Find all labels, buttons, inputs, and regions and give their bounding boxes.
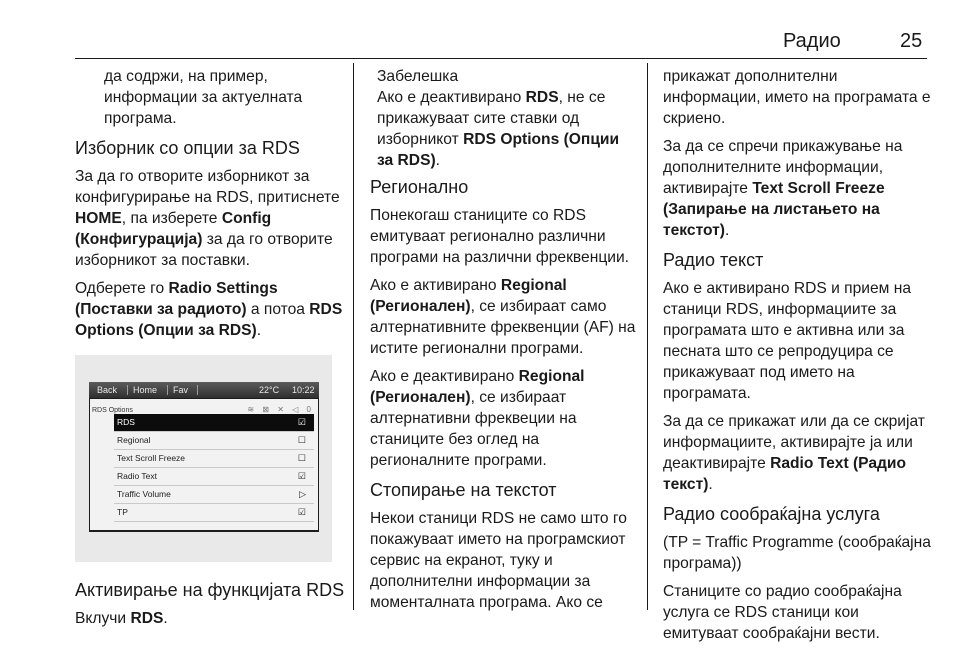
- section-heading-activate-rds: Активирање на функцијата RDS: [75, 580, 345, 600]
- text: Ако е деактивирано: [377, 89, 526, 106]
- option-indicator-icon: ☐: [297, 435, 306, 445]
- paragraph: Понекогаш станиците со RDS емитуваат регионално различни програми на различни фреквенции.: [370, 207, 630, 266]
- text: .: [256, 322, 262, 339]
- option-indicator-icon: ▷: [299, 489, 306, 499]
- option-label: TP: [117, 507, 128, 517]
- option-indicator-icon: ☑: [297, 417, 306, 427]
- text: За да се прикажат или да се скријат информациите, активирајте ја или деактивирајте: [663, 413, 925, 472]
- status-icons: ≋ ⊠ ✕ ◁ 0: [247, 405, 314, 414]
- paragraph: [663, 136, 931, 241]
- text: за да го отворите изборникот за поставки.: [75, 231, 333, 269]
- section-heading-text-freeze: Стопирање на текстот: [370, 480, 557, 500]
- text: За да го отворите изборникот за конфигурирање на RDS, притиснете: [75, 168, 340, 206]
- text: Вклучи: [75, 610, 131, 627]
- section-heading-regional: Регионално: [370, 177, 469, 197]
- infotainment-screen: [89, 382, 319, 532]
- option-row: [114, 414, 314, 432]
- section-heading-rds-options: Изборник со опции за RDS: [75, 138, 300, 158]
- note-box: [370, 66, 638, 171]
- temperature: 22°C: [259, 385, 280, 395]
- panel-title: RDS Options: [92, 407, 133, 414]
- option-indicator-icon: ☑: [297, 507, 306, 517]
- option-indicator-icon: ☐: [297, 453, 306, 463]
- keyword: RDS: [525, 89, 559, 106]
- keyword: Regional (Регионален): [370, 277, 567, 315]
- paragraph: [75, 608, 345, 629]
- paragraph: [75, 278, 345, 341]
- keyword: RDS: [130, 610, 164, 627]
- keyword: RDS Options (Опции за RDS): [75, 301, 343, 339]
- options-list: [114, 414, 314, 522]
- text: а потоа: [246, 301, 310, 318]
- paragraph: Ако е активирано RDS и прием на станици RDS, информациите за програмата што е активна или за песната што се репродуцира се прикажуваат под името на програмата.: [663, 280, 912, 402]
- clock: 10:22: [292, 385, 315, 395]
- option-label: Traffic Volume: [117, 489, 171, 499]
- paragraph: Станиците со радио сообраќајна услуга се RDS станици кои емитуваат сообраќајни вести.: [663, 583, 902, 642]
- home-button: Home: [133, 385, 158, 395]
- divider: [167, 385, 168, 395]
- divider: [127, 385, 128, 395]
- text: , се избираат алтернативни фреквеции на станиците без оглед на регионалните програми.: [370, 389, 577, 469]
- paragraph: (TP = Traffic Programme (сообраќајна програма)): [663, 534, 931, 572]
- keyword: Radio Text (Радио текст): [663, 455, 907, 493]
- paragraph: [370, 275, 638, 359]
- rds-options-screenshot: [75, 355, 332, 562]
- header-rule: [75, 58, 927, 59]
- header-title: Радио: [783, 30, 841, 52]
- text: , па изберете: [121, 210, 222, 227]
- option-label: RDS: [117, 417, 135, 427]
- keyword: RDS Options (Опции за RDS): [377, 131, 620, 169]
- paragraph: [75, 166, 345, 271]
- divider: [197, 385, 198, 395]
- option-row: [114, 504, 314, 522]
- note-title: Забелешка: [377, 68, 459, 85]
- text: .: [435, 152, 441, 169]
- keyword: Config (Конфигурација): [75, 210, 272, 248]
- back-button: Back: [97, 385, 118, 395]
- keyword: Radio Settings (Поставки за радиото): [75, 280, 278, 318]
- option-row: [114, 432, 314, 450]
- paragraph: да содржи, на пример, информации за актуелната програма.: [104, 68, 303, 127]
- paragraph: Некои станици RDS не само што го покажуваат името на програмскиот сервис на екранот, туку и дополнителни информации за моменталната програма. Ако се: [370, 510, 627, 611]
- paragraph: прикажат дополнителни информации, името на програмата е скриено.: [663, 68, 931, 127]
- text: .: [163, 610, 168, 627]
- text: Ако е деактивирано: [370, 368, 519, 385]
- fav-button: Fav: [173, 385, 189, 395]
- note: [377, 66, 638, 171]
- option-label: Radio Text: [117, 471, 158, 481]
- column-divider-2: [647, 63, 648, 610]
- option-label: Text Scroll Freeze: [117, 453, 186, 463]
- page-number: 25: [900, 30, 923, 52]
- keyword: Regional (Регионален): [370, 368, 585, 406]
- column-1: [75, 66, 345, 636]
- text: , не се прикажуваат сите ставки од изборникот: [377, 89, 606, 148]
- keyword: Text Scroll Freeze (Запирање на листањето на текстот): [663, 180, 885, 239]
- option-row: [114, 450, 314, 468]
- option-row: [114, 486, 314, 504]
- text: .: [708, 476, 713, 493]
- rds-options-panel: [90, 399, 318, 530]
- option-row: [114, 468, 314, 486]
- text: За да се спречи прикажување на дополнителните информации, активирајте: [663, 138, 903, 197]
- option-label: Regional: [117, 435, 151, 445]
- column-3: [663, 66, 931, 651]
- section-heading-traffic-service: Радио сообраќајна услуга: [663, 504, 880, 524]
- top-bar: [89, 382, 319, 398]
- text: .: [724, 222, 730, 239]
- text: , се избираат само алтернативните фреквенции (AF) на истите регионални програми.: [370, 298, 636, 357]
- paragraph: [370, 366, 638, 471]
- section-heading-radio-text: Радио текст: [663, 250, 764, 270]
- paragraph: [663, 411, 931, 495]
- option-indicator-icon: ☑: [297, 471, 306, 481]
- column-2: [370, 66, 638, 620]
- text: Ако е активирано: [370, 277, 501, 294]
- column-divider-1: [353, 63, 354, 610]
- text: Одберете го: [75, 280, 169, 297]
- keyword: HOME: [75, 210, 122, 227]
